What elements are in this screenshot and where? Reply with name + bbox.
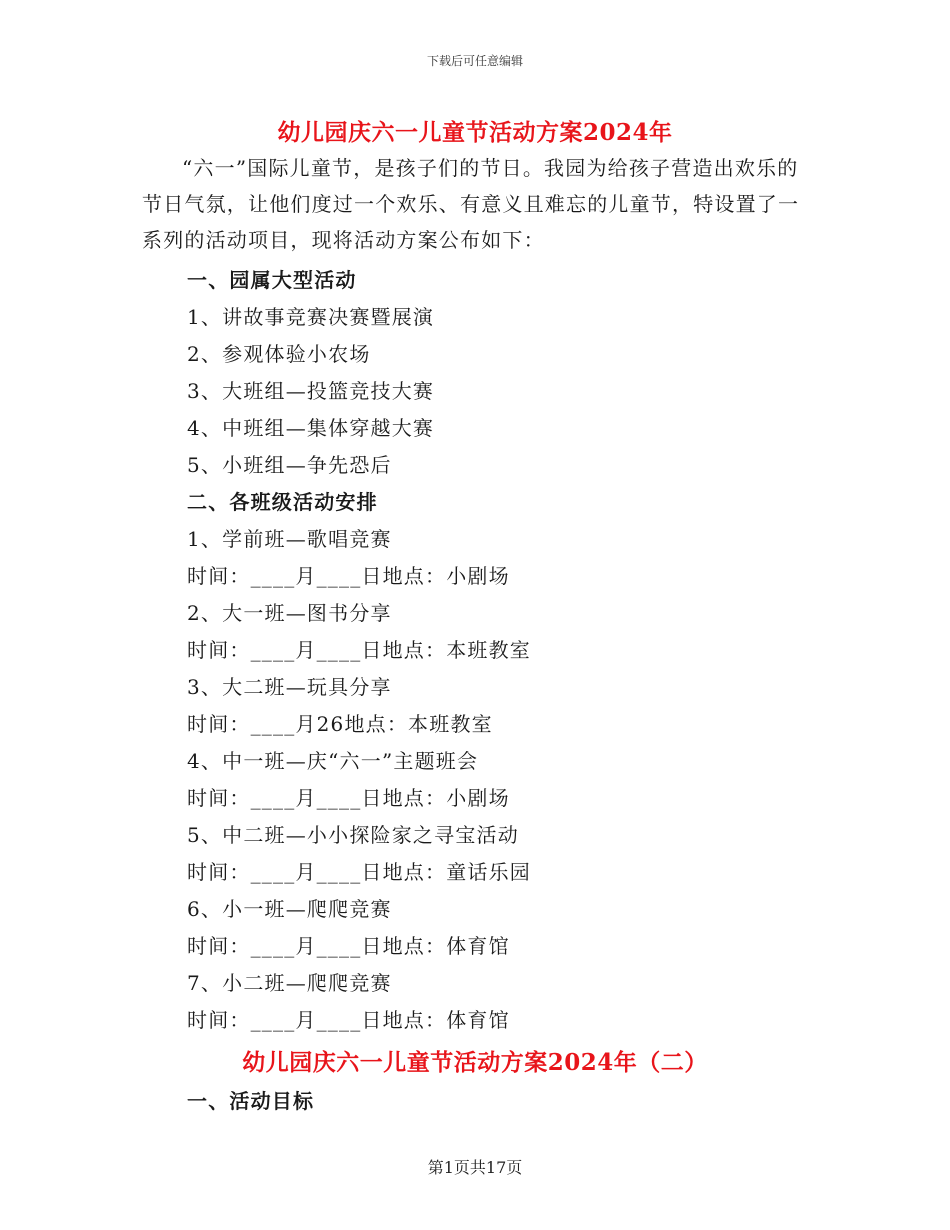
class-activity: 2、大一班—图书分享 [187,601,392,625]
list-item: 2、参观体验小农场 [187,342,371,366]
header-note: 下载后可任意编辑 [426,54,523,68]
class-activity: 3、大二班—玩具分享 [187,675,392,699]
activity-time-place: 时间：____月____日地点：体育馆 [187,1008,510,1032]
class-activity: 5、中二班—小小探险家之寻宝活动 [187,823,519,847]
document-title: 幼儿园庆六一儿童节活动方案2024年 [277,119,673,146]
page-footer: 第1页共17页 [427,1158,523,1177]
activity-time-place: 时间：____月____日地点：小剧场 [187,786,510,810]
section1-heading: 一、园属大型活动 [187,268,357,292]
class-activity: 1、学前班—歌唱竞赛 [187,527,392,551]
activity-time-place: 时间：____月____日地点：童话乐园 [187,860,531,884]
list-item: 1、讲故事竞赛决赛暨展演 [187,305,435,329]
list-item: 3、大班组—投篮竞技大赛 [187,379,435,403]
intro-paragraph: “六一”国际儿童节，是孩子们的节日。我园为给孩子营造出欢乐的节日气氛，让他们度过一个欢乐、有意义且难忘的儿童节，特设置了一系列的活动项目，现将活动方案公布如下： [142,156,800,252]
section2-heading: 二、各班级活动安排 [187,490,378,514]
list-item: 5、小班组—争先恐后 [187,453,392,477]
class-activity: 4、中一班—庆“六一”主题班会 [187,749,479,773]
list-item: 4、中班组—集体穿越大赛 [187,416,435,440]
document-title-second: 幼儿园庆六一儿童节活动方案2024年（二） [242,1049,708,1076]
activity-time-place: 时间：____月____日地点：体育馆 [187,934,510,958]
class-activity: 6、小一班—爬爬竞赛 [187,897,392,921]
section3-heading: 一、活动目标 [187,1089,315,1113]
class-activity: 7、小二班—爬爬竞赛 [187,971,392,995]
activity-time-place: 时间：____月____日地点：本班教室 [187,638,531,662]
activity-time-place: 时间：____月26地点：本班教室 [187,712,493,736]
activity-time-place: 时间：____月____日地点：小剧场 [187,564,510,588]
